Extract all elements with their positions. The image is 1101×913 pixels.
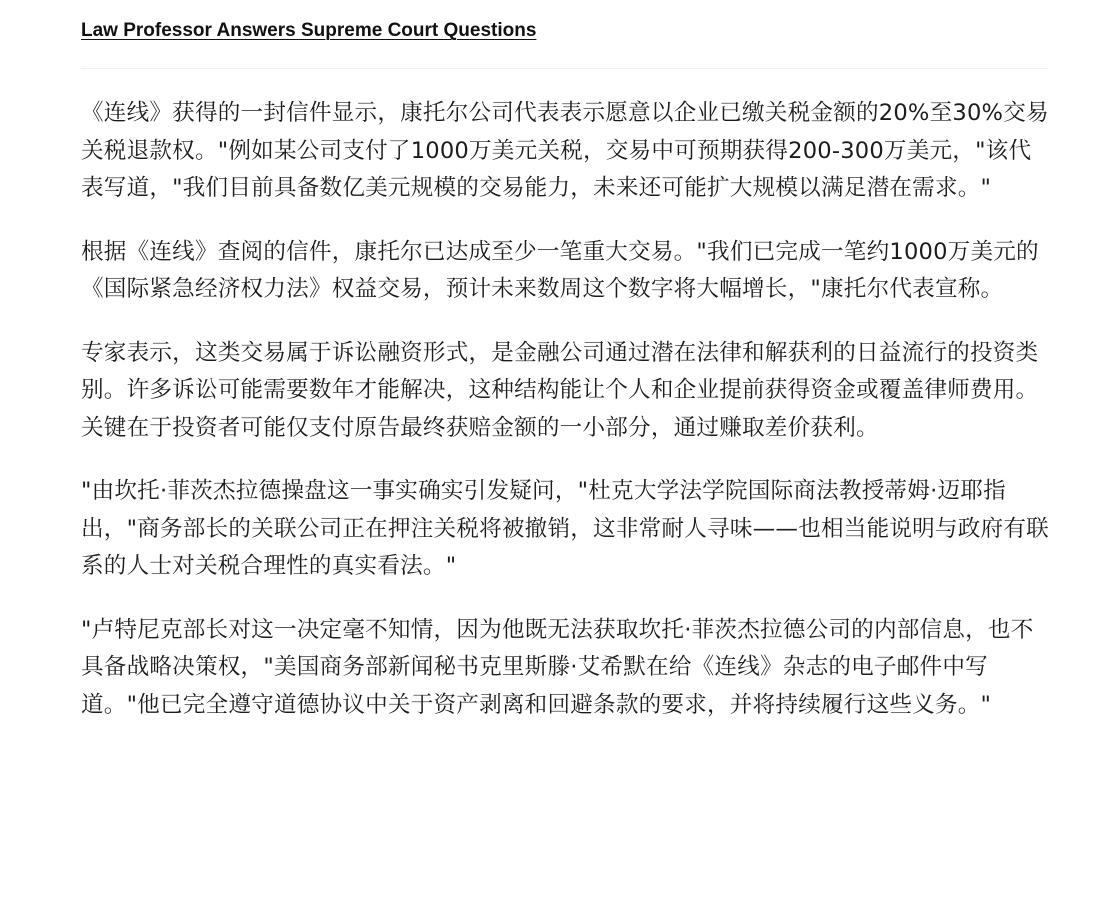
article-paragraph-5: "卢特尼克部长对这一决定毫不知情，因为他既无法获取坎托·菲茨杰拉德公司的内部信息，也不具备战略决策权，"美国商务部新闻秘书克里斯滕·艾希默在给《连线》杂志的电子邮件中写道。"他已完全遵守道德协议中关于资产剥离和回避条款的要求，并将持续履行这些义务。" [81, 616, 1034, 718]
article-paragraph-3: 专家表示，这类交易属于诉讼融资形式，是金融公司通过潜在法律和解获利的日益流行的投资类别。许多诉讼可能需要数年才能解决，这种结构能让个人和企业提前获得资金或覆盖律师费用。关键在于投资者可能仅支付原告最终获赔金额的一小部分，通过赚取差价获利。 [81, 339, 1039, 441]
related-article-link[interactable]: Law Professor Answers Supreme Court Questions [81, 20, 537, 41]
article-paragraph-1: 《连线》获得的一封信件显示，康托尔公司代表表示愿意以企业已缴关税金额的20%至30%交易关税退款权。"例如某公司支付了1000万美元关税，交易中可预期获得200-300万美元，"该代表写道，"我们目前具备数亿美元规模的交易能力，未来还可能扩大规模以满足潜在需求。" [81, 100, 1049, 201]
article-paragraph-4: "由坎托·菲茨杰拉德操盘这一事实确实引发疑问，"杜克大学法学院国际商法教授蒂姆·迈耶指出，"商务部长的关联公司正在押注关税将被撤销，这非常耐人寻味——也相当能说明与政府有联系的人士对关税合理性的真实看法。" [81, 478, 1049, 579]
section-divider [81, 68, 1049, 69]
article-paragraph-2: 根据《连线》查阅的信件，康托尔已达成至少一笔重大交易。"我们已完成一笔约1000万美元的《国际紧急经济权力法》权益交易，预计未来数周这个数字将大幅增长，"康托尔代表宣称。 [81, 238, 1039, 302]
article-body [81, 95, 1051, 750]
